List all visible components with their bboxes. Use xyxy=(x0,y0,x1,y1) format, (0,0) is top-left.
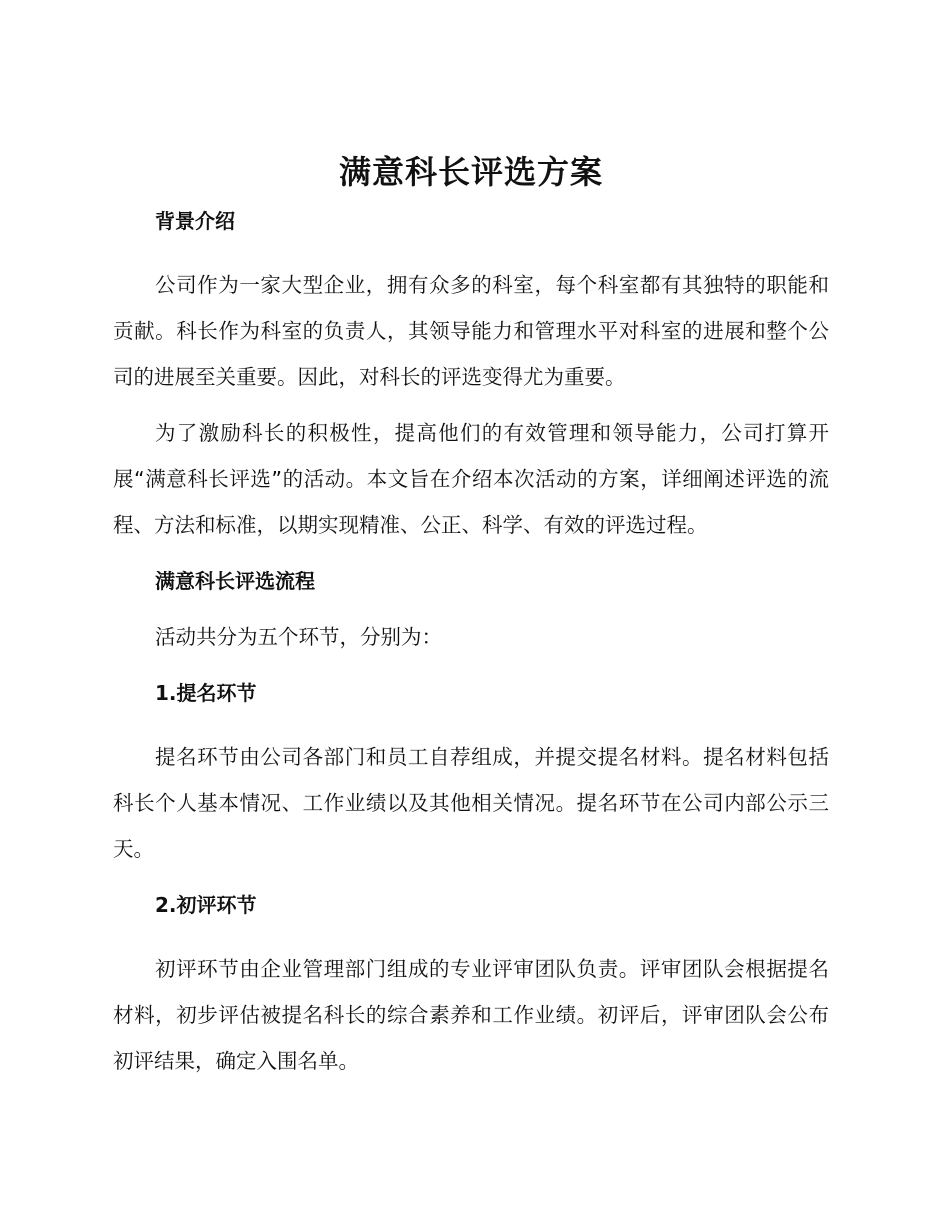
step-paragraph-1: 提名环节由公司各部门和员工自荐组成，并提交提名材料。提名材料包括科长个人基本情况、工作业绩以及其他相关情况。提名环节在公司内部公示三天。 xyxy=(113,745,829,861)
step-paragraph-2: 初评环节由企业管理部门组成的专业评审团队负责。评审团队会根据提名材料，初步评估被提名科长的综合素养和工作业绩。初评后，评审团队会公布初评结果，确定入围名单。 xyxy=(113,957,829,1073)
background-paragraph-1: 公司作为一家大型企业，拥有众多的科室，每个科室都有其独特的职能和贡献。科长作为科室的负责人，其领导能力和管理水平对科室的进展和整个公司的进展至关重要。因此，对科长的评选变得尤为重要。 xyxy=(113,273,829,389)
section-heading-background: 背景介绍 xyxy=(155,209,235,233)
background-paragraph-2: 为了激励科长的积极性，提高他们的有效管理和领导能力，公司打算开展“满意科长评选”的活动。本文旨在介绍本次活动的方案，详细阐述评选的流程、方法和标准，以期实现精准、公正、科学、有效的评选过程。 xyxy=(113,421,829,537)
process-intro: 活动共分为五个环节，分别为： xyxy=(155,625,442,649)
step-heading-1: 1.提名环节 xyxy=(155,681,257,705)
document-body xyxy=(113,148,829,1094)
step-heading-2: 2.初评环节 xyxy=(155,893,257,917)
section-heading-process: 满意科长评选流程 xyxy=(155,569,315,593)
page-title: 满意科长评选方案 xyxy=(338,153,603,191)
